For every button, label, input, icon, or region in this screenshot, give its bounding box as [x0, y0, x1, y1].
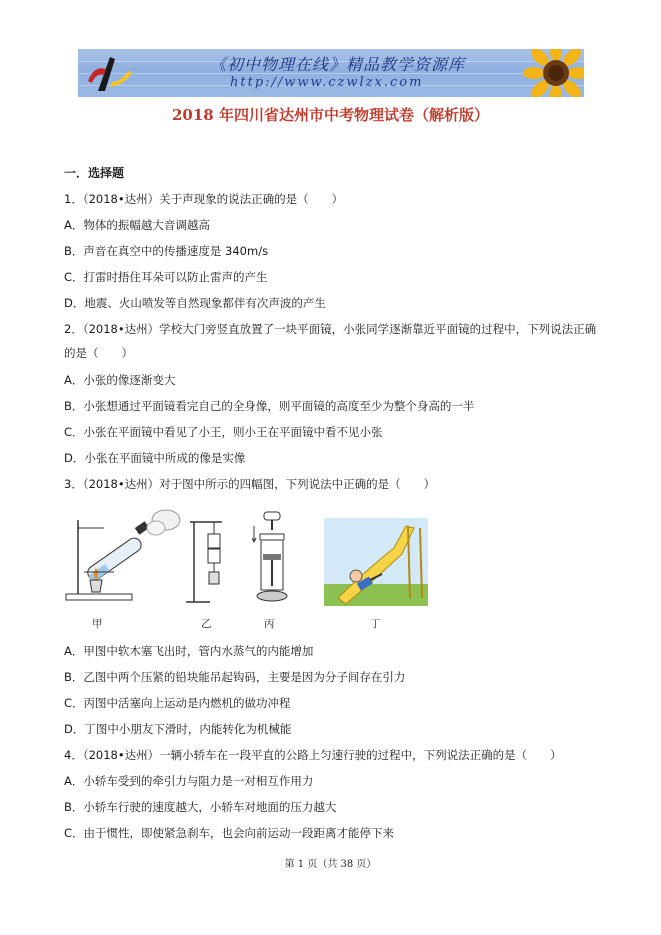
question-2-option-c: C．小张在平面镜中看见了小王，则小王在平面镜中看不见小张 [64, 425, 383, 439]
figure-bing-piston [252, 510, 292, 608]
question-3-option-b: B．乙图中两个压紧的铅块能吊起钩码，主要是因为分子间存在引力 [64, 670, 406, 684]
question-4-option-a: A．小轿车受到的牵引力与阻力是一对相互作用力 [64, 774, 314, 788]
question-1-option-c: C．打雷时捂住耳朵可以防止雷声的产生 [64, 270, 268, 284]
question-2-option-b: B．小张想通过平面镜看完自己的全身像，则平面镜的高度至少为整个身高的一半 [64, 399, 475, 413]
question-2-stem: 2．（2018•达州）学校大门旁竖直放置了一块平面镜，小张同学逐渐靠近平面镜的过程中，下列说法正确 [64, 322, 597, 336]
question-3-stem: 3．（2018•达州）对于图中所示的四幅图，下列说法中正确的是（ ） [64, 477, 436, 491]
figure-label-jia: 甲 [92, 618, 103, 630]
question-2-stem-cont: 的是（ ） [64, 346, 133, 360]
site-logo-icon [84, 51, 136, 95]
banner-url: http://www.czwlzx.com [230, 75, 424, 90]
question-1-option-d: D．地震、火山喷发等自然现象都伴有次声波的产生 [64, 296, 326, 310]
figure-ding-slide [324, 518, 428, 606]
question-1-stem: 1．（2018•达州）关于声现象的说法正确的是（ ） [64, 192, 344, 206]
question-4-option-b: B．小轿车行驶的速度越大，小轿车对地面的压力越大 [64, 800, 337, 814]
banner-title: 《初中物理在线》精品教学资源库 [210, 55, 466, 74]
figure-label-yi: 乙 [201, 618, 212, 630]
figure-jia-test-tube [56, 506, 186, 604]
page-footer: 第 1 页（共 38 页） [284, 859, 377, 870]
question-2-option-a: A．小张的像逐渐变大 [64, 373, 176, 387]
page-title: 2018 年四川省达州市中考物理试卷（解析版） [172, 106, 489, 124]
sunflower-icon [516, 49, 584, 97]
question-3-option-c: C．丙图中活塞向上运动是内燃机的做功冲程 [64, 696, 291, 710]
figure-label-ding: 丁 [370, 618, 381, 630]
question-4-option-c: C．由于惯性，即使紧急刹车，也会向前运动一段距离才能停下来 [64, 826, 395, 840]
header-banner [78, 49, 584, 97]
figure-yi-lead-blocks [184, 512, 230, 608]
question-1-option-b: B．声音在真空中的传播速度是 340m/s [64, 244, 269, 258]
figure-label-bing: 丙 [264, 618, 275, 630]
question-3-option-a: A．甲图中软木塞飞出时，管内水蒸气的内能增加 [64, 644, 314, 658]
question-3-option-d: D．丁图中小朋友下滑时，内能转化为机械能 [64, 722, 292, 736]
question-1-option-a: A．物体的振幅越大音调越高 [64, 218, 210, 232]
question-3-figures [56, 506, 436, 630]
section-heading: 一．选择题 [64, 166, 125, 180]
question-4-stem: 4．（2018•达州）一辆小轿车在一段平直的公路上匀速行驶的过程中，下列说法正确的是（ ） [64, 748, 562, 762]
question-2-option-d: D．小张在平面镜中所成的像是实像 [64, 451, 246, 465]
